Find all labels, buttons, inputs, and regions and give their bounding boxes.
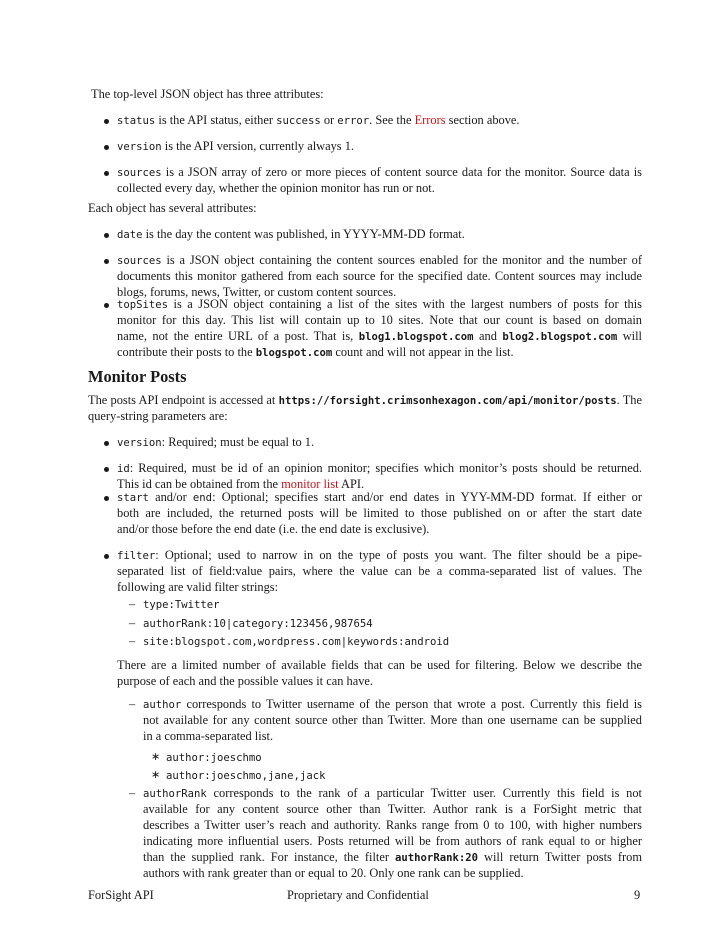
list-item-sources-object-l2: documents this monitor gathered from each source for the specified date. Content sources may include <box>117 269 642 283</box>
param-filter-l2: separated list of field:value pairs, where the value can be a comma-separated list of values. The <box>117 564 642 578</box>
list-item-topsites-l4: contribute their posts to the blogspot.com count and will not appear in the list. <box>117 345 514 359</box>
filter-fields-paragraph: There are a limited number of available fields that can be used for filtering. Below we describe the <box>117 658 642 672</box>
dash-icon: – <box>129 616 136 630</box>
asterisk-icon: ∗ <box>151 769 161 781</box>
bullet-icon <box>104 171 109 176</box>
filter-example: authorRank:10|category:123456,987654 <box>143 618 373 630</box>
filter-example: type:Twitter <box>143 599 220 611</box>
list-item-sources-object: sources is a JSON object containing the content sources enabled for the monitor and the number of <box>117 253 642 267</box>
list-item-sources-cont: collected every day, whether the opinion monitor has run or not. <box>117 181 435 195</box>
field-author-l3: in a comma-separated list. <box>143 729 274 743</box>
field-author-l2: not available for any content source other than Twitter. More than one username can be supplied <box>143 713 642 727</box>
dash-icon: – <box>129 597 136 611</box>
field-author-rank: authorRank corresponds to the rank of a particular Twitter user. Currently this field is not <box>143 786 642 800</box>
bullet-icon <box>104 259 109 264</box>
param-id-l2: This id can be obtained from the monitor list API. <box>117 477 365 491</box>
dash-icon: – <box>129 786 136 800</box>
param-version: version: Required; must be equal to 1. <box>117 435 315 449</box>
author-example: author:joeschmo <box>166 752 262 764</box>
param-start-end-l3: and/or those before the end date (i.e. the end date is exclusive). <box>117 522 430 536</box>
param-filter: filter: Optional; used to narrow in on the type of posts you want. The filter should be a pipe- <box>117 548 642 562</box>
page-number: 9 <box>634 888 641 902</box>
field-author-rank-l2: available for any content source other than Twitter. Author rank is a ForSight metric that <box>143 802 642 816</box>
list-item-topsites: topSites is a JSON object containing a list of the sites with the largest numbers of posts for this <box>117 297 642 311</box>
field-author-rank-l6: authors with rank greater than or equal to 20. Only one rank can be supplied. <box>143 866 524 880</box>
list-item-sources: sources is a JSON array of zero or more pieces of content source data for the monitor. Source data is <box>117 165 642 179</box>
section-intro-paragraph: The posts API endpoint is accessed at https://forsight.crimsonhexagon.com/api/monitor/posts. The <box>88 393 642 407</box>
list-item-sources-object-l3: blogs, forums, news, Twitter, or custom content sources. <box>117 285 397 299</box>
asterisk-icon: ∗ <box>151 751 161 763</box>
dash-icon: – <box>129 634 136 648</box>
list-item-version: version is the API version, currently always 1. <box>117 139 355 153</box>
param-id: id: Required, must be id of an opinion monitor; specifies which monitor’s posts should be returned. <box>117 461 642 475</box>
bullet-icon <box>104 441 109 446</box>
section-title: Monitor Posts <box>88 367 187 386</box>
dash-icon: – <box>129 697 136 711</box>
errors-link[interactable]: Errors <box>414 113 446 127</box>
section-intro-paragraph-l2: query-string parameters are: <box>88 409 228 423</box>
filter-example: site:blogspot.com,wordpress.com|keywords:android <box>143 636 450 648</box>
monitor-list-link[interactable]: monitor list <box>281 477 339 491</box>
endpoint-url: https://forsight.crimsonhexagon.com/api/monitor/posts <box>278 395 617 407</box>
list-item-date: date is the day the content was published, in YYYY-MM-DD format. <box>117 227 465 241</box>
list-item-topsites-l2: monitor for this day. This list will contain up to 10 sites. Note that our count is based on domain <box>117 313 642 327</box>
code-status: status <box>117 115 156 127</box>
field-author: author corresponds to Twitter username of the person that wrote a post. Currently this field is <box>143 697 642 711</box>
bullet-icon <box>104 467 109 472</box>
field-author-rank-l4: indicating more influential users. Posts returned will be from authors of rank equal to or higher <box>143 834 642 848</box>
bullet-icon <box>104 233 109 238</box>
bullet-icon <box>104 554 109 559</box>
footer-left: ForSight API <box>88 888 154 902</box>
field-author-rank-l3: describes a Twitter user’s reach and authority. Ranks range from 0 to 100, with higher numbers <box>143 818 642 832</box>
param-filter-l3: following are valid filter strings: <box>117 580 279 594</box>
bullet-icon <box>104 496 109 501</box>
list-item-topsites-l3: name, not the entire URL of a post. That is, blog1.blogspot.com and blog2.blogspot.com will <box>117 329 642 343</box>
intro-paragraph: The top-level JSON object has three attributes: <box>91 87 324 101</box>
param-start-end-l2: both are included, the returned posts will be limited to those published on or after the start date <box>117 506 642 520</box>
filter-fields-paragraph-l2: purpose of each and the possible values it can have. <box>117 674 373 688</box>
bullet-icon <box>104 145 109 150</box>
bullet-icon <box>104 119 109 124</box>
footer-center: Proprietary and Confidential <box>287 888 429 902</box>
param-start-end: start and/or end: Optional; specifies start and/or end dates in YYY-MM-DD format. If either or <box>117 490 642 504</box>
bullet-icon <box>104 303 109 308</box>
object-attributes-paragraph: Each object has several attributes: <box>88 201 257 215</box>
field-author-rank-l5: than the supplied rank. For instance, the filter authorRank:20 will return Twitter posts from <box>143 850 642 864</box>
author-example: author:joeschmo,jane,jack <box>166 770 326 782</box>
list-item-status: status is the API status, either success or error. See the Errors section above. <box>117 113 520 127</box>
